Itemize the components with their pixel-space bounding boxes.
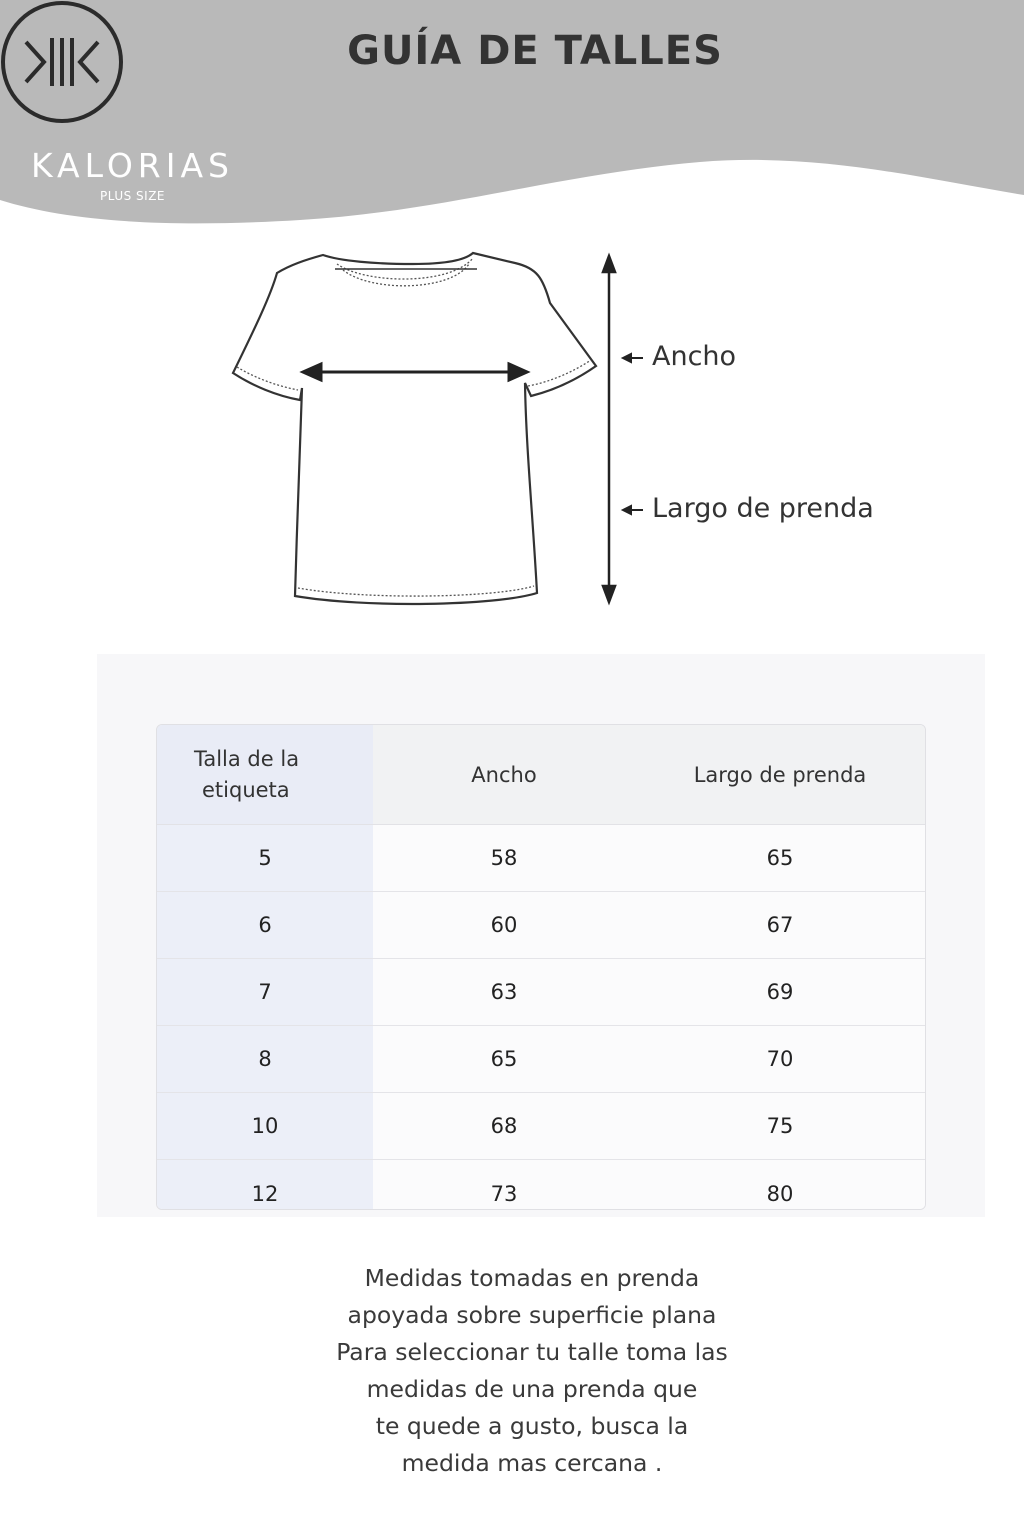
length-cell: 70 [635, 1026, 925, 1093]
width-cell: 73 [373, 1160, 635, 1211]
width-cell: 60 [373, 892, 635, 959]
tshirt-icon [233, 253, 596, 604]
size-cell: 12 [157, 1160, 373, 1211]
column-header-width: Ancho [373, 725, 635, 825]
note-line: apoyada sobre superficie plana [347, 1301, 717, 1329]
table-row [157, 825, 925, 892]
length-arrow [603, 256, 615, 602]
note-line: te quede a gusto, busca la [375, 1412, 689, 1440]
size-table-card [156, 724, 926, 1210]
note-line: medida mas cercana . [401, 1449, 663, 1477]
length-cell: 65 [635, 825, 925, 892]
length-label: Largo de prenda [652, 493, 874, 524]
table-row [157, 1026, 925, 1093]
note-line: Para seleccionar tu talle toma las [336, 1338, 728, 1366]
width-label: Ancho [652, 341, 737, 372]
width-cell: 65 [373, 1026, 635, 1093]
width-cell: 63 [373, 959, 635, 1026]
brand-subtitle: PLUS SIZE [100, 189, 165, 203]
size-cell: 6 [157, 892, 373, 959]
table-row [157, 959, 925, 1026]
length-cell: 69 [635, 959, 925, 1026]
note-line: medidas de una prenda que [366, 1375, 698, 1403]
size-cell: 8 [157, 1026, 373, 1093]
size-cell: 10 [157, 1093, 373, 1160]
column-header-size: Talla de la etiqueta [157, 725, 373, 825]
measurement-notes [262, 1260, 802, 1482]
kalorias-logo-icon [0, 0, 124, 124]
length-cell: 75 [635, 1093, 925, 1160]
width-cell: 58 [373, 825, 635, 892]
brand-name: KALORIAS [30, 146, 234, 185]
note-line: Medidas tomadas en prenda [364, 1264, 700, 1292]
size-cell: 7 [157, 959, 373, 1026]
table-row [157, 1093, 925, 1160]
size-cell: 5 [157, 825, 373, 892]
width-cell: 68 [373, 1093, 635, 1160]
table-row [157, 892, 925, 959]
column-header-length: Largo de prenda [635, 725, 925, 825]
header-banner [0, 0, 1024, 230]
page-title: GUÍA DE TALLES [347, 28, 723, 74]
tshirt-measurement-diagram [225, 248, 925, 618]
table-header-row [157, 725, 925, 825]
size-table [157, 725, 925, 1210]
length-cell: 80 [635, 1160, 925, 1211]
table-row [157, 1160, 925, 1211]
length-cell: 67 [635, 892, 925, 959]
